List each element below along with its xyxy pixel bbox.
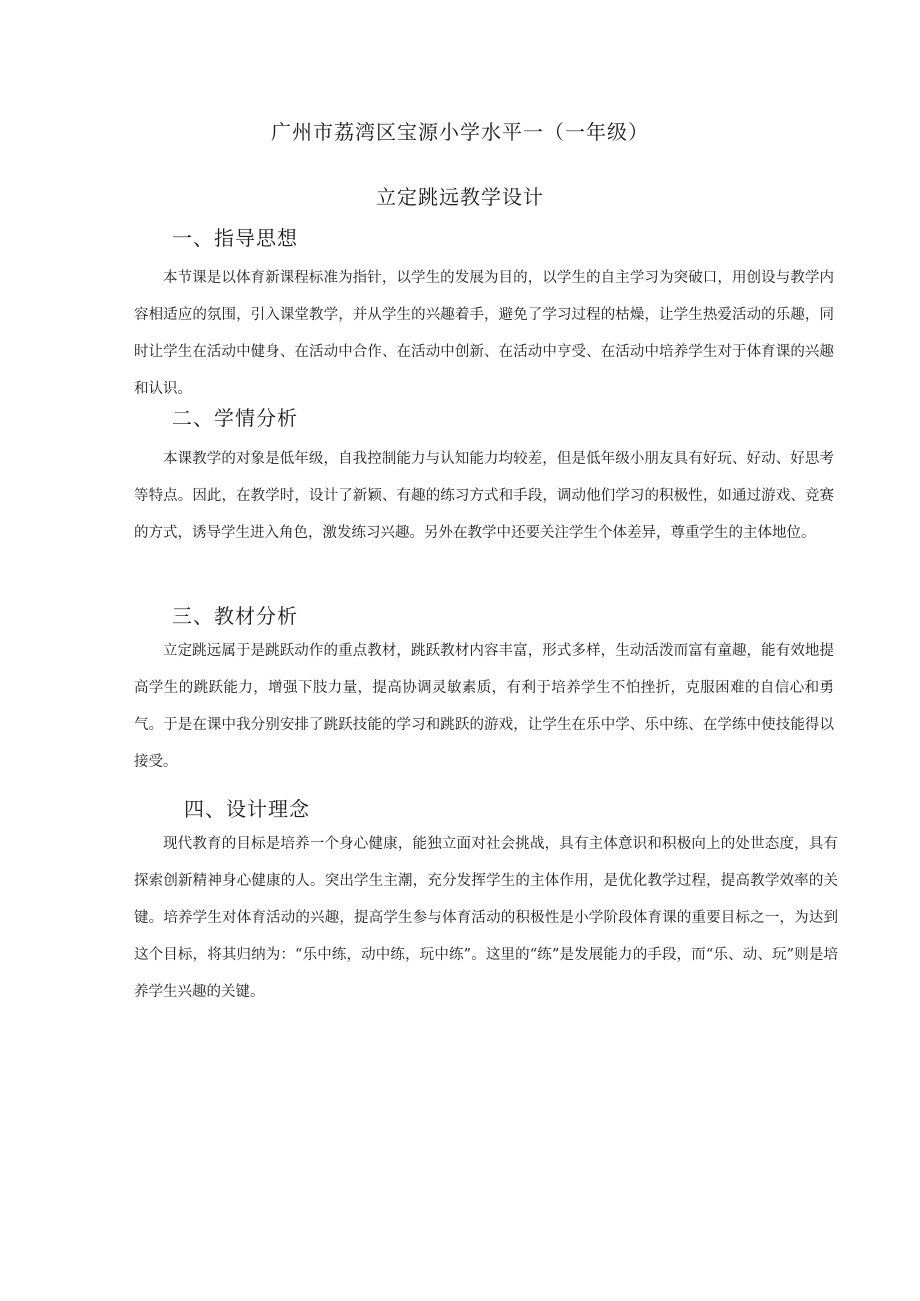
section-body-design-concept: 现代教育的目标是培养一个身心健康，能独立面对社会挑战，具有主体意识和积极向上的处世态度，具有探索创新精神身心健康的人。突出学生主潮，充分发挥学生的主体作用，是优化教学过程，提高教学效率的关键。培养学生对体育活动的兴趣，提高学生参与体育活动的积极性是小学阶段体育课的重要目标之一，为达到这个目标，将其归纳为：“乐中练，动中练，玩中练”。这里的“练”是发展能力的手段，而“乐、动、玩”则是培养学生兴趣的关键。: [134, 836, 838, 1000]
section-heading-guiding-ideology: 一、指导思想: [172, 226, 298, 250]
section-heading-student-analysis: 二、学情分析: [172, 406, 298, 430]
section-heading-design-concept: 四、设计理念: [184, 797, 310, 821]
section-body-material-analysis: 立定跳远属于是跳跃动作的重点教材，跳跃教材内容丰富，形式多样，生动活泼而富有童趣，能有效地提高学生的跳跃能力，增强下肢力量，提高协调灵敏素质，有利于培养学生不怕挫折，克服困难的自信心和勇气。于是在课中我分别安排了跳跃技能的学习和跳跃的游戏，让学生在乐中学、乐中练、在学练中使技能得以接受。: [134, 643, 834, 770]
document-title-school: 广州市荔湾区宝源小学水平一（一年级）: [271, 120, 649, 144]
section-body-guiding-ideology: 本节课是以体育新课程标准为指针，以学生的发展为目的，以学生的自主学习为突破口，用创设与教学内容相适应的氛围，引入课堂教学，并从学生的兴趣着手，避免了学习过程的枯燥，让学生热爱活动的乐趣，同时让学生在活动中健身、在活动中合作、在活动中创新、在活动中亨受、在活动中培养学生对于体育课的兴趣和认识。: [134, 270, 834, 397]
section-body-student-analysis: 本课教学的对象是低年级，自我控制能力与认知能力均较差，但是低年级小朋友具有好玩、好动、好思考等特点。因此，在教学时，设计了新颖、有趣的练习方式和手段，调动他们学习的积极性，如通过游戏、竞赛的方式，诱导学生进入角色，激发练习兴趣。另外在教学中还要关注学生个体差异，尊重学生的主体地位。: [134, 451, 834, 541]
document-title-lesson: 立定跳远教学设计: [376, 185, 544, 209]
section-heading-material-analysis: 三、教材分析: [172, 604, 298, 628]
